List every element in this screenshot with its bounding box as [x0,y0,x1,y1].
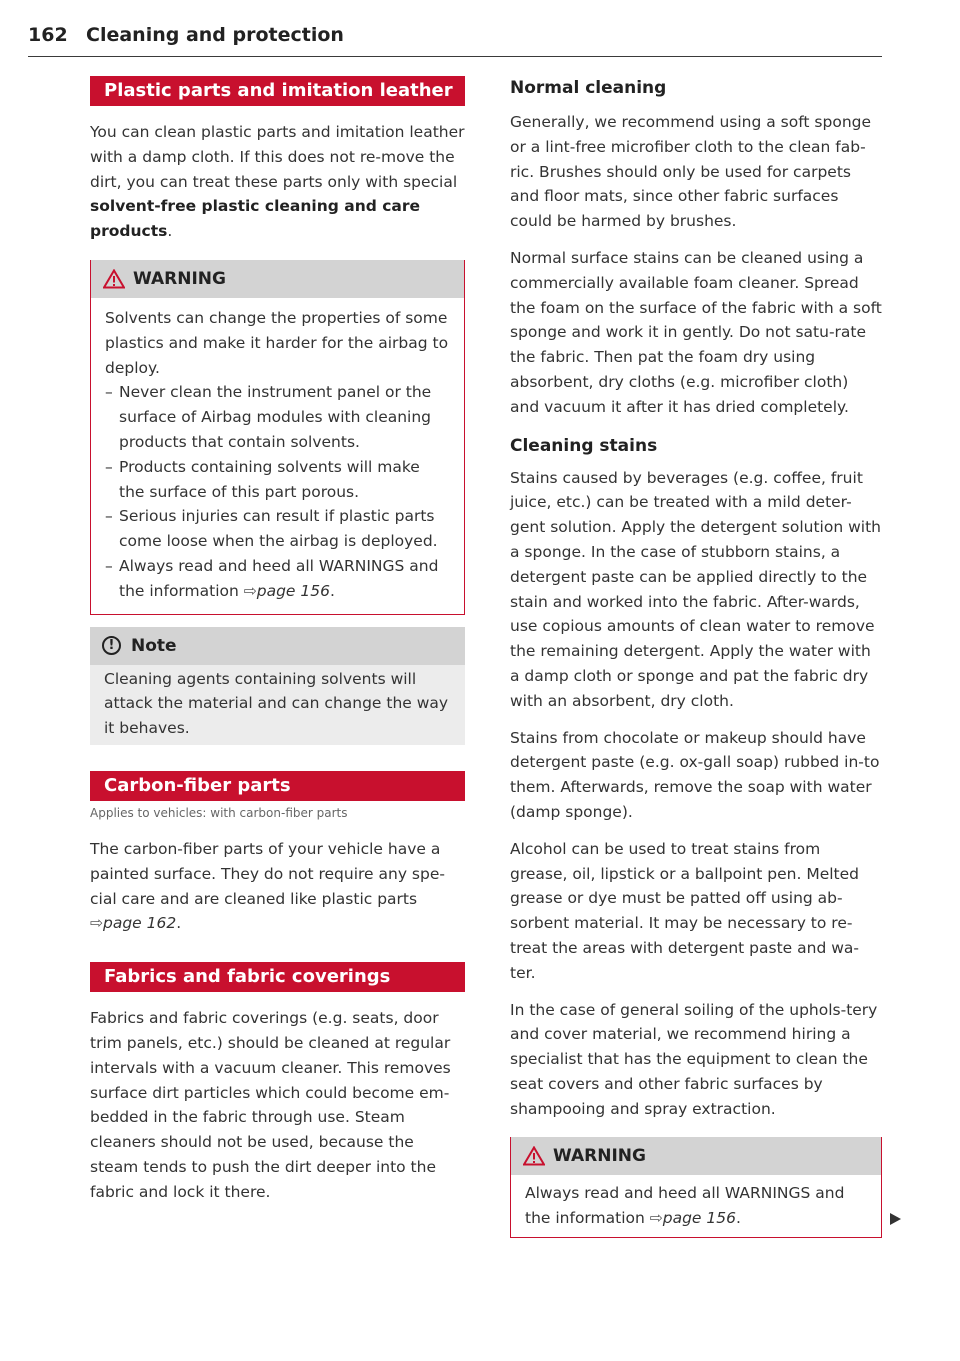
arrow-right-icon: ⇨ [90,914,103,933]
warning-label: WARNING [553,1146,646,1167]
page-reference-link[interactable]: ⇨page 156 [649,1209,736,1228]
arrow-right-icon: ⇨ [243,581,257,600]
normal-paragraph-2: Normal surface stains can be cleaned using a commercially available foam cleaner. Spread the foam on the surface of the fabric with a soft sponge and work it in gently. Do not satu-rate the fabric. Then pat the foam dry using absorbent, dry cloths (e.g. microfiber cloth) and vacuum it after it has dried completely. [510,248,882,416]
section-banner-carbon: Carbon-fiber parts [90,771,465,801]
section-banner-fabrics: Fabrics and fabric coverings [90,962,465,992]
applies-to-note: Applies to vehicles: with carbon-fiber parts [90,805,348,820]
carbon-paragraph: The carbon-fiber parts of your vehicle have a painted surface. They do not require any spe-cial care and are cleaned like plastic parts ⇨page 162. [90,839,445,933]
stains-paragraph-3: Alcohol can be used to treat stains from grease, oil, lipstick or a ballpoint pen. Melted grease or dye must be patted off using ab-sorbent material. It may be necessary to re-treat the areas with detergent paste and wa-ter. [510,839,859,982]
warning-header [91,260,464,298]
stains-paragraph-4: In the case of general soiling of the uphols-tery and cover material, we recommend hiring a specialist that has the equipment to clean the seat covers and other fabric surfaces by shampooing and spray extraction. [510,1000,878,1118]
warning-item: – Never clean the instrument panel or the surface of Airbag modules with cleaning products that contain solvents. [105,383,432,451]
fabrics-paragraph: Fabrics and fabric coverings (e.g. seats, door trim panels, etc.) should be cleaned at regular intervals with a vacuum cleaner. This removes surface dirt particles which could become em-bedded in the fabric through use. Steam cleaners should not be used, because the steam tends to push the dirt deeper into the fabric and lock it there. [90,1009,451,1201]
section-banner-plastic: Plastic parts and imitation leather [90,76,465,106]
warning-item: – Products containing solvents will make the surface of this part porous. [105,457,420,501]
continue-arrow-icon [890,1213,901,1225]
warning-box [90,260,465,615]
stains-paragraph-2: Stains from chocolate or makeup should have detergent paste (e.g. ox-gall soap) rubbed in-to them. Afterwards, remove the soap with water (damp sponge). [510,728,880,821]
warning-box [510,1137,882,1238]
note-box [90,627,465,745]
plastic-paragraph: You can clean plastic parts and imitation leather with a damp cloth. If this does not re-move the dirt, you can treat these parts only with special solvent-free plastic cleaning and care products. [90,123,465,241]
note-header [90,627,465,665]
stains-paragraph-1: Stains caused by beverages (e.g. coffee, fruit juice, etc.) can be treated with a mild deter-gent solution. Apply the detergent solution with a sponge. In the case of stubborn stains, a detergent paste can be applied directly to the stain and worked into the fabric. After-wards, use copious amounts of clean water to remove the remaining detergent. Apply the water with a damp cloth or sponge and pat the fabric dry with an absorbent, dry cloth. [510,468,881,710]
left-column [90,76,465,1205]
warning-item: – Always read and heed all WARNINGS and the information ⇨page 156. [105,556,439,600]
warning-item: – Serious injuries can result if plastic parts come loose when the airbag is deployed. [105,507,438,551]
page-reference-link[interactable]: ⇨page 162 [90,914,177,933]
arrow-right-icon: ⇨ [649,1209,663,1228]
note-body: Cleaning agents containing solvents will attack the material and can change the way it behaves. [104,669,449,738]
warning-body: Always read and heed all WARNINGS and the information ⇨page 156. [525,1184,845,1228]
page-header [28,22,882,57]
warning-triangle-icon [523,1146,545,1166]
warning-body [91,298,464,614]
plastic-products-emphasis: solvent-free plastic cleaning and care products [90,197,421,241]
normal-paragraph-1: Generally, we recommend using a soft sponge or a lint-free microfiber cloth to the clean fab-ric. Brushes should only be used for carpets and floor mats, since other fabric surfaces could be harmed by brushes. [510,113,872,231]
right-column [510,76,882,1238]
heading-cleaning-stains: Cleaning stains [510,435,658,456]
note-circle-icon: ! [102,636,121,655]
page-number: 162 [28,24,68,46]
warning-triangle-icon [103,269,125,289]
warning-header [511,1137,881,1175]
page-reference-link[interactable]: ⇨page 156 [243,581,330,600]
warning-intro: Solvents can change the properties of some plastics and make it harder for the airbag to deploy. [105,308,449,377]
chapter-title: Cleaning and protection [86,24,344,46]
warning-label: WARNING [133,268,226,289]
heading-normal-cleaning: Normal cleaning [510,78,667,98]
note-label: Note [131,635,177,656]
